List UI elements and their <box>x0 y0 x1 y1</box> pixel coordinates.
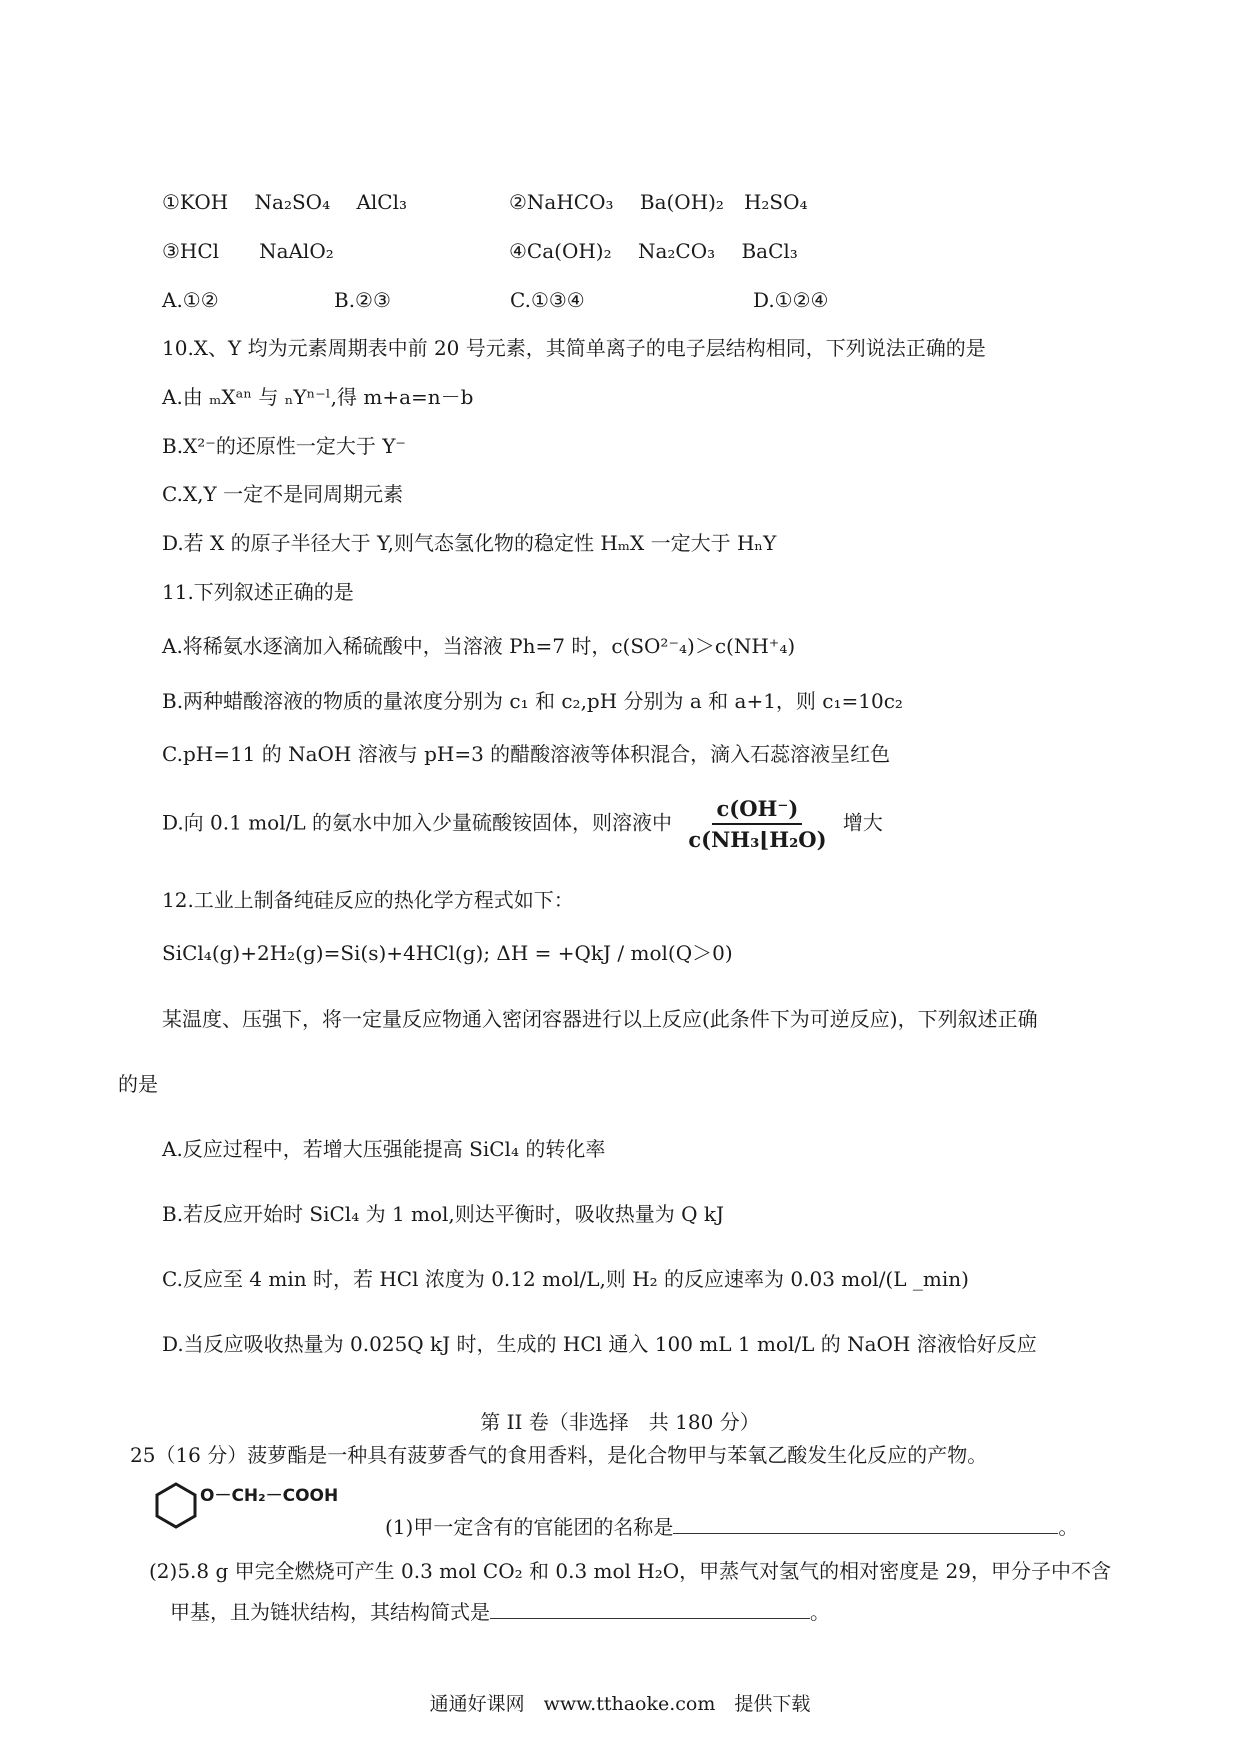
q12-option-d: D.当反应吸收热量为 0.025Q kJ 时，生成的 HCl 通入 100 mL 1 mol/L 的 NaOH 溶液恰好反应 <box>162 1332 1037 1356</box>
q12-equation: SiCl₄(g)+2H₂(g)=Si(s)+4HCl(g); ΔH = +QkJ / mol(Q＞0) <box>162 941 733 965</box>
q11-option-c: C.pH=11 的 NaOH 溶液与 pH=3 的醋酸溶液等体积混合，滴入石蕊溶液呈红色 <box>162 742 891 766</box>
q10-option-c: C.X,Y 一定不是同周期元素 <box>162 482 404 506</box>
q12-context-line-2: 的是 <box>118 1072 158 1096</box>
q11-option-a: A.将稀氨水逐滴加入稀硫酸中，当溶液 Ph=7 时，c(SO²⁻₄)＞c(NH⁺₄) <box>162 634 796 658</box>
answer-blank-2[interactable] <box>490 1600 810 1619</box>
fraction-denominator: c(NH₃⌊H₂O) <box>688 827 827 853</box>
benzene-ring-icon <box>150 1480 202 1530</box>
q25-part-2-text: 甲基，且为链状结构，其结构简式是 <box>170 1600 490 1624</box>
q9-option-b: B.②③ <box>334 288 391 312</box>
q25-part-1-end: 。 <box>1058 1515 1079 1539</box>
answer-blank-1[interactable] <box>673 1515 1058 1534</box>
concentration-ratio-fraction <box>684 796 830 852</box>
q25-part-2-end: 。 <box>810 1600 830 1624</box>
q9-group-4: ④Ca(OH)₂ Na₂CO₃ BaCl₃ <box>509 239 798 263</box>
q11-option-b: B.两种蜡酸溶液的物质的量浓度分别为 c₁ 和 c₂,pH 分别为 a 和 a+1，则 c₁=10c₂ <box>162 689 903 713</box>
q12-stem: 12.工业上制备纯硅反应的热化学方程式如下： <box>162 888 574 912</box>
q11-stem: 11.下列叙述正确的是 <box>162 580 354 604</box>
q10-option-d: D.若 X 的原子半径大于 Y,则气态氢化物的稳定性 HₘX 一定大于 HₙY <box>162 531 777 555</box>
q11-option-d <box>162 796 883 852</box>
q12-option-b: B.若反应开始时 SiCl₄ 为 1 mol,则达平衡时，吸收热量为 Q kJ <box>162 1202 725 1226</box>
phenoxyacetic-acid-formula: O－CH₂－COOH <box>200 1486 339 1506</box>
q25-part-2-line-2 <box>170 1600 830 1624</box>
q9-option-c: C.①③④ <box>510 288 585 312</box>
q25-part-1-text: (1)甲一定含有的官能团的名称是 <box>385 1515 674 1539</box>
q12-context-line-1: 某温度、压强下，将一定量反应物通入密闭容器进行以上反应(此条件下为可逆反应)，下列叙述正确 <box>162 1007 1038 1031</box>
q10-option-a: A.由 ₘXᵃⁿ 与 ₙYⁿ⁻ˡ,得 m+a=n－b <box>162 385 474 409</box>
q11-option-d-text: D.向 0.1 mol/L 的氨水中加入少量硫酸铵固体，则溶液中 <box>162 810 672 835</box>
page-footer: 通通好课网 www.tthaoke.com 提供下载 <box>429 1693 811 1715</box>
q9-group-3: ③HCl NaAlO₂ <box>162 239 334 263</box>
q9-option-d: D.①②④ <box>753 288 829 312</box>
q9-group-2: ②NaHCO₃ Ba(OH)₂ H₂SO₄ <box>509 190 808 214</box>
q11-option-d-suffix: 增大 <box>842 810 883 835</box>
q10-stem: 10.X、Y 均为元素周期表中前 20 号元素，其简单离子的电子层结构相同，下列说法正确的是 <box>162 336 986 360</box>
fraction-numerator: c(OH⁻) <box>712 796 802 825</box>
q12-option-c: C.反应至 4 min 时，若 HCl 浓度为 0.12 mol/L,则 H₂ 的反应速率为 0.03 mol/(L _min) <box>162 1267 969 1291</box>
q9-option-a: A.①② <box>162 288 219 312</box>
section-2-title: 第 II 卷（非选择 共 180 分） <box>480 1410 760 1434</box>
q25-part-1 <box>385 1515 1078 1539</box>
q25-stem: 25（16 分）菠萝酯是一种具有菠萝香气的食用香料，是化合物甲与苯氧乙酸发生化反应的产物。 <box>130 1443 988 1467</box>
q10-option-b: B.X²⁻的还原性一定大于 Y⁻ <box>162 434 406 458</box>
q12-option-a: A.反应过程中，若增大压强能提高 SiCl₄ 的转化率 <box>162 1137 606 1161</box>
q25-part-2-line-1: (2)5.8 g 甲完全燃烧可产生 0.3 mol CO₂ 和 0.3 mol H₂O，甲蒸气对氢气的相对密度是 29，甲分子中不含 <box>149 1559 1111 1583</box>
q9-group-1: ①KOH Na₂SO₄ AlCl₃ <box>162 190 407 214</box>
